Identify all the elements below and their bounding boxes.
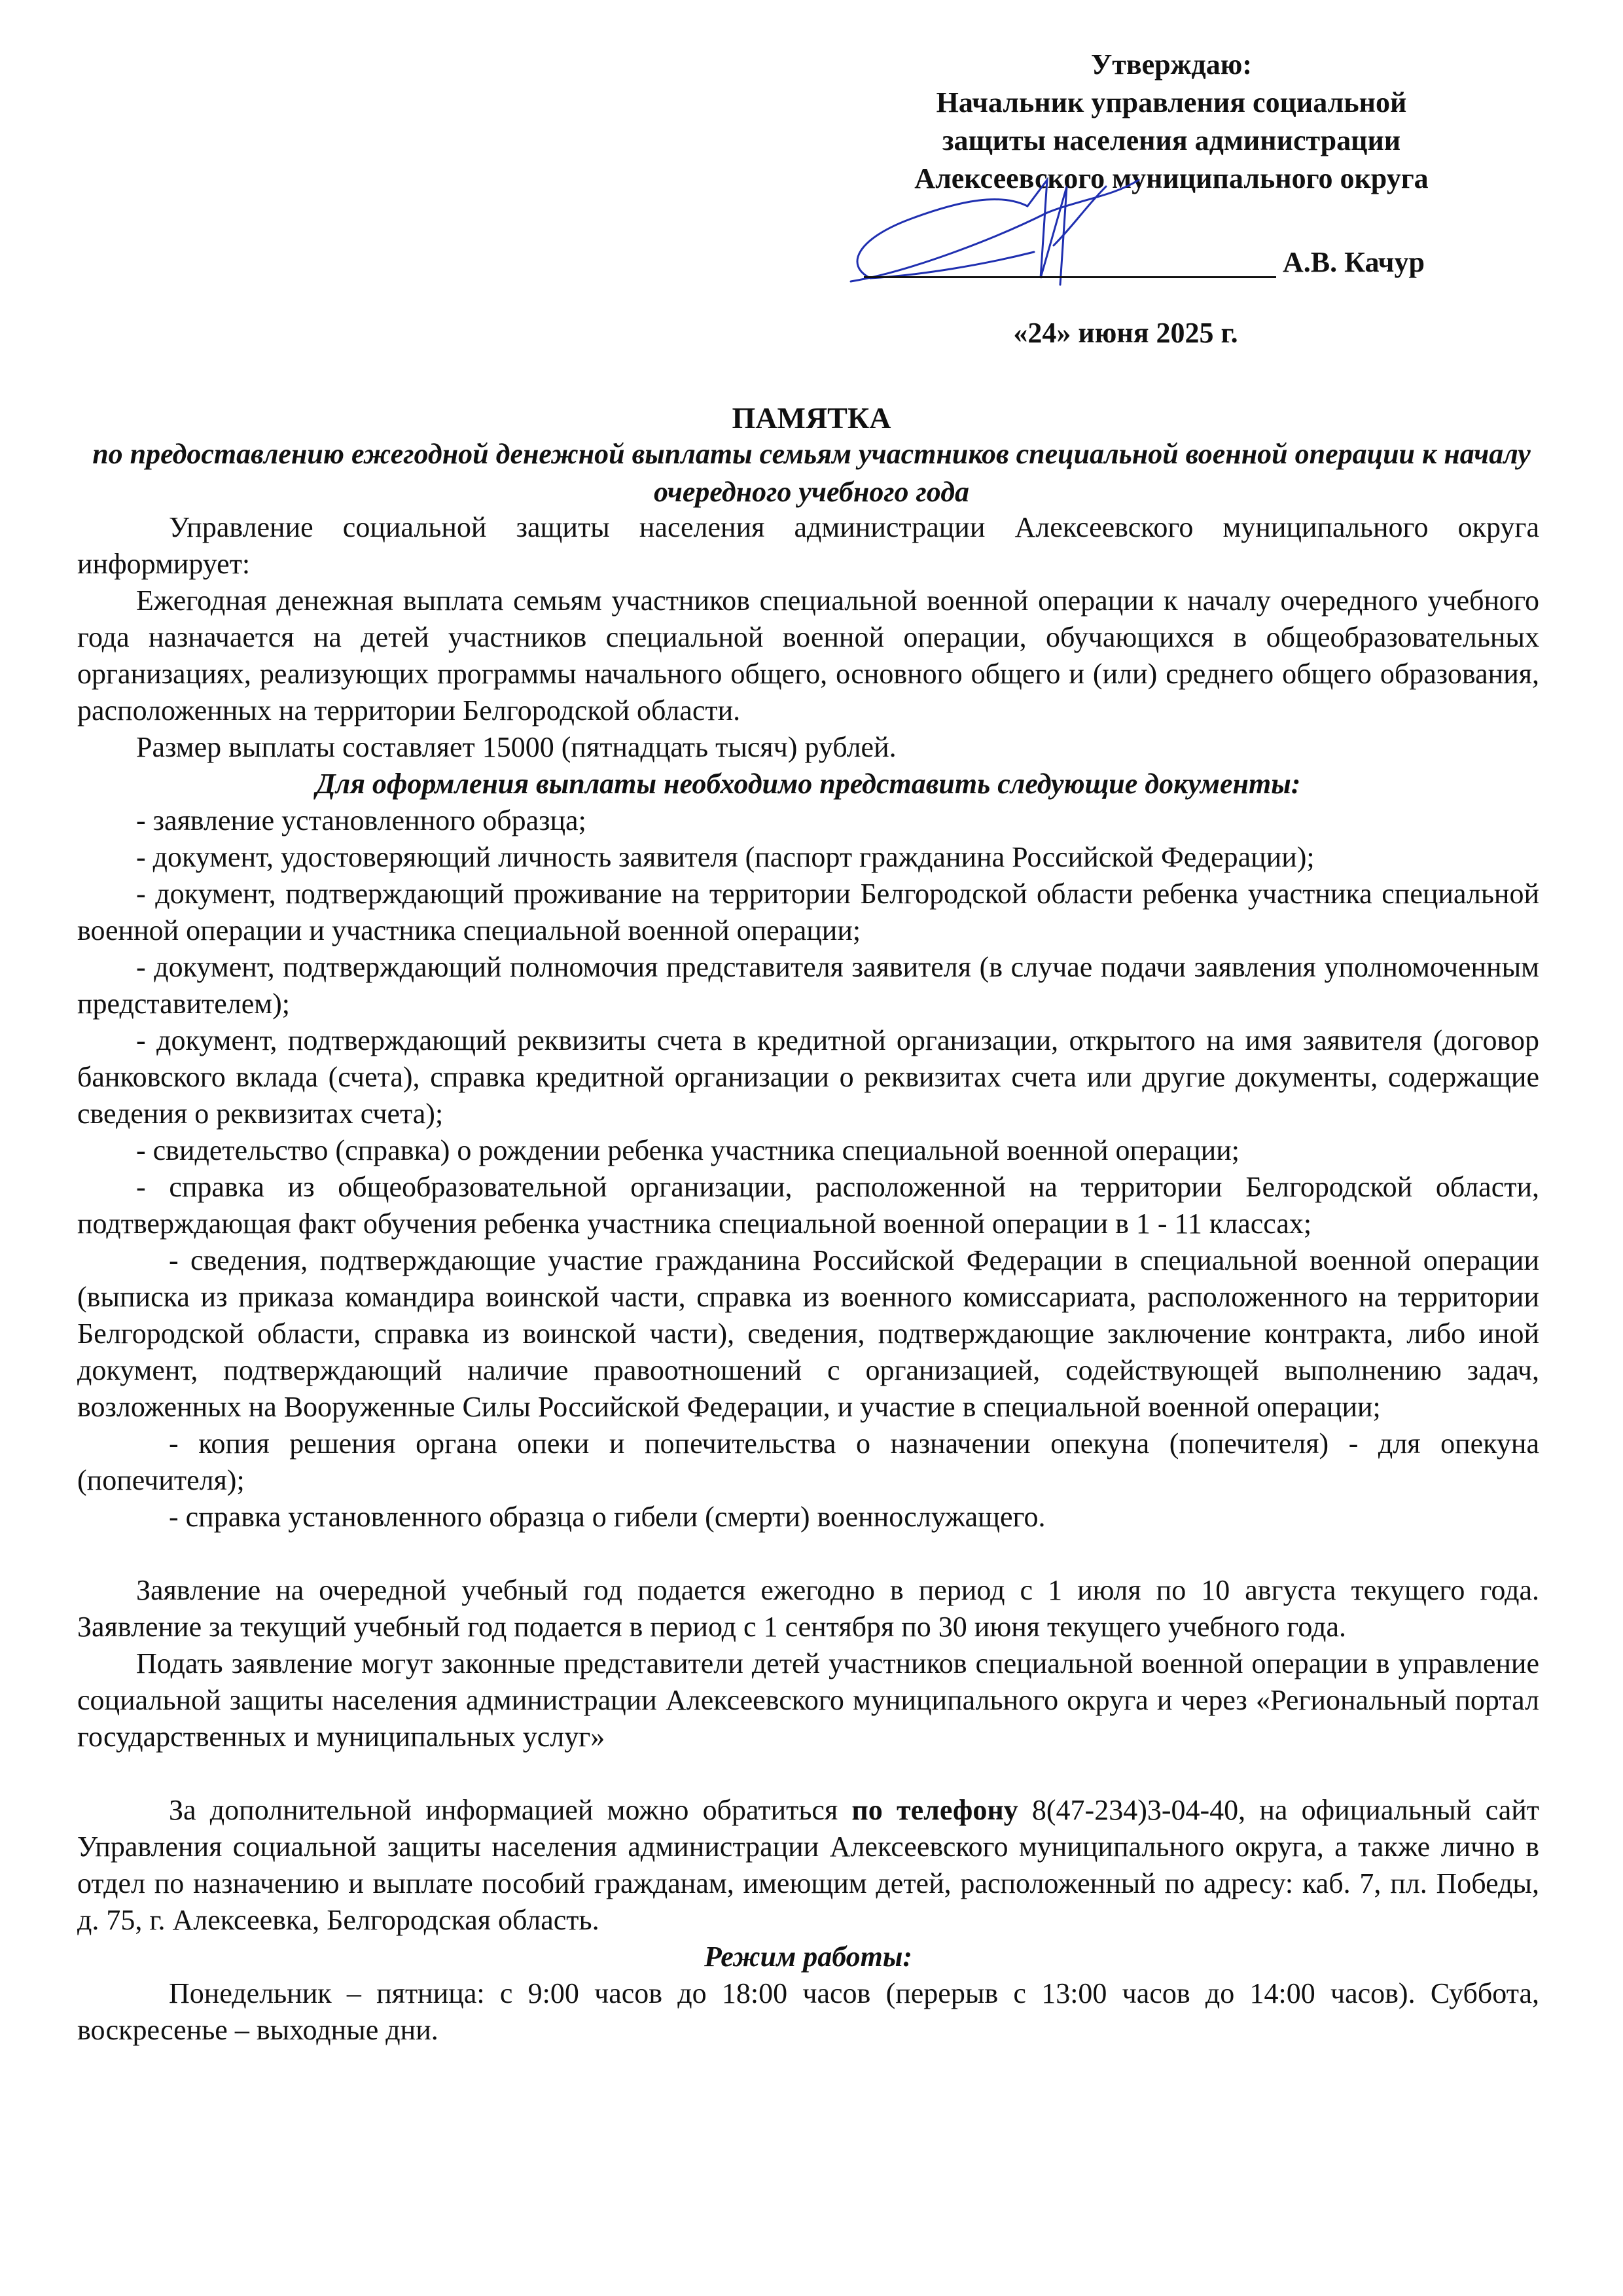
document-item: - сведения, подтверждающие участие гражданина Российской Федерации в специальной военной операции (выписка из приказа командира воинской части, справка из военного комиссариата, расположенного на территории Белгородской области, справка из воинской части), сведения, подтверждающие заключение контракта, либо иной документ, подтверждающий наличие правоотношений с организацией, содействующей выполнению задач, возложенных на Вооруженные Силы Российской Федерации, и участие в специальной военной операции; (77, 1244, 1539, 1423)
document-item: - документ, подтверждающий полномочия представителя заявителя (в случае подачи заявления уполномоченным представителем); (77, 951, 1539, 1020)
documents-heading: Для оформления выплаты необходимо представить следующие документы: (315, 768, 1301, 800)
document-item: - справка из общеобразовательной организации, расположенной на территории Белгородской области, подтверждающая факт обучения ребенка участника специальной военной операции в 1 - 11 классах; (77, 1171, 1539, 1240)
amount-paragraph: Размер выплаты составляет 15000 (пятнадцать тысяч) рублей. (136, 731, 897, 763)
approval-date: «24» июня 2025 г. (1013, 317, 1238, 349)
document-subtitle: по предоставлению ежегодной денежной выплаты семьям участников специальной военной операции к началу очередного учебного года (92, 438, 1531, 508)
intro-paragraph: Управление социальной защиты населения администрации Алексеевского муниципального округа информирует: (77, 511, 1539, 580)
document-item: - копия решения органа опеки и попечительства о назначении опекуна (попечителя) - для опекуна (попечителя); (77, 1427, 1539, 1496)
approval-position-line-2: защиты населения администрации (942, 124, 1401, 156)
document-item: - справка установленного образца о гибели (смерти) военнослужащего. (169, 1501, 1046, 1533)
contact-text-start: За дополнительной информацией можно обратиться (169, 1794, 852, 1826)
spacer (77, 1535, 1539, 1572)
schedule-paragraph: Понедельник – пятница: с 9:00 часов до 18:00 часов (перерыв с 13:00 часов до 14:00 часов). Суббота, воскресенье – выходные дни. (77, 1977, 1539, 2046)
document-body (77, 509, 1539, 2049)
contact-paragraph (77, 1792, 1539, 1939)
document-item: - заявление установленного образца; (136, 804, 586, 836)
approval-heading: Утверждаю: (1090, 48, 1253, 81)
approval-position-line-1: Начальник управления социальной (936, 86, 1407, 118)
spacer (77, 1755, 1539, 1792)
schedule-heading: Режим работы: (704, 1941, 912, 1973)
document-item: - документ, подтверждающий проживание на территории Белгородской области ребенка участника специальной военной операции и участника специальной военной операции; (77, 878, 1539, 946)
purpose-paragraph: Ежегодная денежная выплата семьям участников специальной военной операции к началу очередного учебного года назначается на детей участников специальной военной операции, обучающихся в общеобразовательных организациях, реализующих программы начального общего, основного общего и (или) среднего общего образования, расположенных на территории Белгородской области. (77, 584, 1539, 726)
document-item: - документ, удостоверяющий личность заявителя (паспорт гражданина Российской Федерации); (136, 841, 1315, 873)
signature-line (864, 242, 1276, 278)
contact-text-end: 8(47-234)3-04-40, на официальный сайт Управления социальной защиты населения администрации Алексеевского муниципального округа, а также лично в отдел по назначению и выплате пособий гражданам, имеющим детей, расположенный по адресу: каб. 7, пл. Победы, д. 75, г. Алексеевка, Белгородская область. (77, 1794, 1539, 1936)
signature-row (864, 242, 1453, 288)
approval-position-line-3: Алексеевского муниципального округа (914, 162, 1429, 194)
document-item: - документ, подтверждающий реквизиты счета в кредитной организации, открытого на имя заявителя (договор банковского вклада (счета), справка кредитной организации о реквизитах счета или другие документы, содержащие сведения о реквизитах счета); (77, 1024, 1539, 1130)
period-paragraph: Заявление на очередной учебный год подается ежегодно в период с 1 июля по 10 августа текущего года. Заявление за текущий учебный год подается в период с 1 сентября по 30 июня текущего учебного года. (77, 1574, 1539, 1643)
document-title: ПАМЯТКА (732, 401, 891, 435)
submit-paragraph: Подать заявление могут законные представители детей участников специальной военной операции в управление социальной защиты населения администрации Алексеевского муниципального округа и через «Региональный портал государственных и муниципальных услуг» (77, 1647, 1539, 1753)
contact-phone-label: по телефону (851, 1794, 1018, 1826)
document-item: - свидетельство (справка) о рождении ребенка участника специальной военной операции; (136, 1134, 1240, 1166)
signer-name: А.В. Качур (1283, 246, 1425, 278)
